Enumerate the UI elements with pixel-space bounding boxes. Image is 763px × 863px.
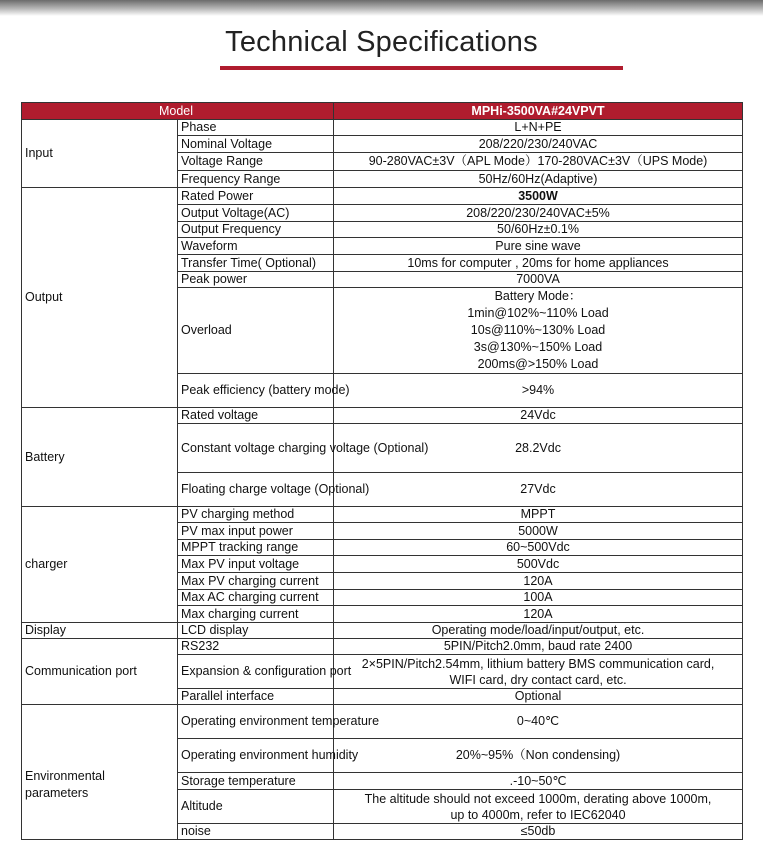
param-lcd: LCD display: [178, 623, 334, 639]
spec-table: [21, 102, 743, 840]
value-output-voltage: 208/220/230/240VAC±5%: [334, 205, 743, 222]
param-phase: Phase: [178, 120, 334, 136]
param-nominal-voltage: Nominal Voltage: [178, 136, 334, 153]
value-max-pv-voltage: 500Vdc: [334, 556, 743, 573]
value-transfer-time: 10ms for computer , 20ms for home appliances: [334, 255, 743, 272]
value-altitude: [334, 790, 743, 824]
category-display: Display: [22, 623, 178, 639]
value-mppt-range: 60~500Vdc: [334, 540, 743, 556]
title-underline: [220, 66, 623, 70]
value-parallel: Optional: [334, 689, 743, 705]
param-storage-temp: Storage temperature: [178, 773, 334, 790]
value-float-charge: 27Vdc: [334, 473, 743, 507]
param-float-charge: Floating charge voltage (Optional): [178, 473, 334, 507]
param-pv-method: PV charging method: [178, 507, 334, 523]
param-rated-power: Rated Power: [178, 188, 334, 205]
param-waveform: Waveform: [178, 238, 334, 255]
altitude-line: up to 4000m, refer to IEC62040: [450, 807, 626, 822]
value-lcd: Operating mode/load/input/output, etc.: [334, 623, 743, 639]
page-title: Technical Specifications: [225, 26, 538, 58]
param-altitude: Altitude: [178, 790, 334, 824]
overload-line: 10s@110%~130% Load: [470, 323, 606, 337]
value-pv-max-power: 5000W: [334, 523, 743, 540]
value-overload: [334, 288, 743, 374]
top-shadow-bar: [0, 0, 763, 16]
value-waveform: Pure sine wave: [334, 238, 743, 255]
param-parallel: Parallel interface: [178, 689, 334, 705]
param-max-ac-current: Max AC charging current: [178, 590, 334, 606]
value-max-charging-current: 120A: [334, 606, 743, 623]
overload-line: 1min@102%~110% Load: [467, 306, 609, 320]
param-op-temp: Operating environment temperature: [178, 705, 334, 739]
value-op-temp: 0~40℃: [334, 705, 743, 739]
param-voltage-range: Voltage Range: [178, 153, 334, 171]
environment-label-line: parameters: [25, 786, 89, 800]
param-overload: Overload: [178, 288, 334, 374]
table-row: [22, 623, 743, 639]
param-mppt-range: MPPT tracking range: [178, 540, 334, 556]
category-output: Output: [22, 188, 178, 408]
category-charger: charger: [22, 507, 178, 623]
overload-line: 200ms@>150% Load: [477, 357, 599, 371]
param-expansion: Expansion & configuration port: [178, 655, 334, 689]
value-noise: ≤50db: [334, 824, 743, 840]
value-nominal-voltage: 208/220/230/240VAC: [334, 136, 743, 153]
param-max-pv-current: Max PV charging current: [178, 573, 334, 590]
value-voltage-range: 90-280VAC±3V（APL Mode）170-280VAC±3V（UPS Mode): [334, 153, 743, 171]
param-max-pv-voltage: Max PV input voltage: [178, 556, 334, 573]
value-rated-voltage: 24Vdc: [334, 408, 743, 424]
expansion-line: WIFI card, dry contact card, etc.: [449, 672, 627, 687]
param-rs232: RS232: [178, 639, 334, 655]
param-peak-power: Peak power: [178, 272, 334, 288]
value-rated-power: 3500W: [334, 188, 743, 205]
overload-line: Battery Mode：: [494, 289, 582, 303]
model-label: Model: [22, 103, 334, 120]
value-op-humidity: 20%~95%（Non condensing): [334, 739, 743, 773]
value-max-ac-current: 100A: [334, 590, 743, 606]
table-row: [22, 507, 743, 523]
param-noise: noise: [178, 824, 334, 840]
table-row: [22, 120, 743, 136]
table-row: [22, 188, 743, 205]
param-rated-voltage: Rated voltage: [178, 408, 334, 424]
category-communication: Communication port: [22, 639, 178, 705]
value-peak-power: 7000VA: [334, 272, 743, 288]
table-row: [22, 408, 743, 424]
value-pv-method: MPPT: [334, 507, 743, 523]
value-output-frequency: 50/60Hz±0.1%: [334, 222, 743, 238]
param-transfer-time: Transfer Time( Optional): [178, 255, 334, 272]
category-environment: [22, 705, 178, 840]
value-peak-efficiency: >94%: [334, 374, 743, 408]
category-input: Input: [22, 120, 178, 188]
param-cv-charging: Constant voltage charging voltage (Optional): [178, 424, 334, 473]
param-pv-max-power: PV max input power: [178, 523, 334, 540]
table-header-row: [22, 103, 743, 120]
category-battery: Battery: [22, 408, 178, 507]
overload-line: 3s@130%~150% Load: [473, 340, 603, 354]
param-peak-efficiency: Peak efficiency (battery mode): [178, 374, 334, 408]
table-row: [22, 639, 743, 655]
param-op-humidity: Operating environment humidity: [178, 739, 334, 773]
value-storage-temp: .-10~50℃: [334, 773, 743, 790]
value-expansion: [334, 655, 743, 689]
altitude-line: The altitude should not exceed 1000m, derating above 1000m,: [364, 791, 712, 806]
value-cv-charging: 28.2Vdc: [334, 424, 743, 473]
param-frequency-range: Frequency Range: [178, 171, 334, 188]
value-rs232: 5PIN/Pitch2.0mm, baud rate 2400: [334, 639, 743, 655]
table-row: [22, 705, 743, 739]
param-max-charging-current: Max charging current: [178, 606, 334, 623]
param-output-frequency: Output Frequency: [178, 222, 334, 238]
value-max-pv-current: 120A: [334, 573, 743, 590]
expansion-line: 2×5PIN/Pitch2.54mm, lithium battery BMS communication card,: [361, 656, 715, 671]
param-output-voltage: Output Voltage(AC): [178, 205, 334, 222]
value-phase: L+N+PE: [334, 120, 743, 136]
model-value: MPHi-3500VA#24VPVT: [334, 103, 743, 120]
environment-label-line: Environmental: [25, 769, 105, 783]
value-frequency-range: 50Hz/60Hz(Adaptive): [334, 171, 743, 188]
